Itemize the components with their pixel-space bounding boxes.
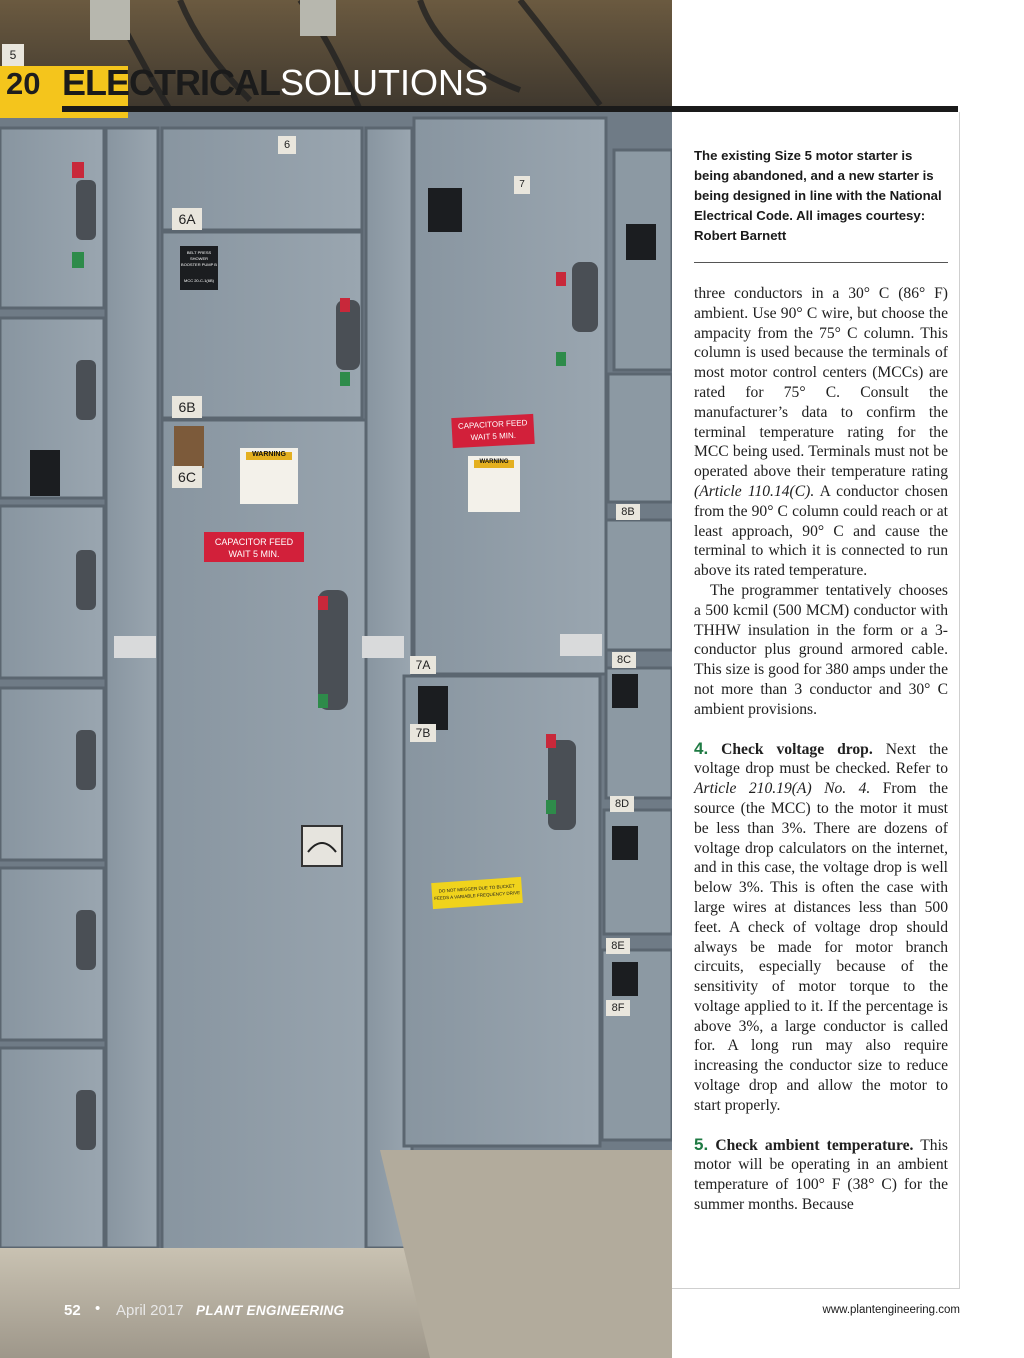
nameplate-belt-press: BELT PRESS SHOWER BOOSTER PUMP B bbox=[181, 250, 217, 267]
door-label-8e: 8E bbox=[606, 938, 630, 954]
door-label-5: 5 bbox=[2, 44, 24, 66]
section-5-heading: Check ambient temperature. bbox=[715, 1136, 914, 1154]
section-5 bbox=[694, 1135, 948, 1215]
door-label-6c: 6C bbox=[172, 466, 202, 488]
section-4-text-b: From the source (the MCC) to the motor it must be less than 3%. There are dozens of voltage drop calculators on the internet, and in this case, the voltage drop is well below 3%. This is often the case with large wires at distances less than 500 feet. A check of voltage drop should always be made for motor branch circuits, especially because of the sensitivity of motor torque to the voltage applied to it. If the percentage is above 3%, a large conductor is called for. A long run may also require increasing the conductor size to reduce voltage drop and allow the motor to start properly. bbox=[694, 780, 949, 1114]
door-label-6a: 6A bbox=[172, 208, 202, 230]
section-4-text-a: Next the voltage drop must be checked. Refer to bbox=[694, 740, 948, 778]
footer-magazine-name: PLANT ENGINEERING bbox=[196, 1303, 345, 1318]
paragraph-1 bbox=[694, 284, 948, 581]
capacitor-wait-text-right: WAIT 5 MIN. bbox=[470, 430, 517, 443]
footer-url: www.plantengineering.com bbox=[822, 1304, 960, 1316]
door-label-8c: 8C bbox=[612, 652, 636, 668]
header-page-number: 20 bbox=[6, 66, 41, 101]
caption-divider bbox=[694, 262, 948, 263]
capacitor-feed-text-right: CAPACITOR FEED bbox=[457, 418, 528, 431]
door-label-7a: 7A bbox=[410, 656, 436, 674]
door-label-6b: 6B bbox=[172, 396, 202, 418]
article-body bbox=[694, 284, 948, 1215]
footer-separator: • bbox=[95, 1300, 101, 1317]
door-label-8b: 8B bbox=[616, 504, 640, 520]
p1-text-b: A conductor chosen from the 90° C column could reach or at least approach, 90° C and cause the terminal to which it is connected to run above its rated temperature. bbox=[694, 482, 949, 580]
capacitor-feed-text: CAPACITOR FEED bbox=[214, 537, 294, 547]
door-label-8f: 8F bbox=[606, 1000, 630, 1016]
capacitor-feed-sign bbox=[204, 532, 304, 562]
warning-label: WARNING bbox=[252, 451, 286, 458]
section-4 bbox=[694, 739, 948, 1116]
capacitor-feed-sign-right bbox=[451, 414, 534, 448]
door-label-7: 7 bbox=[514, 176, 530, 194]
section-4-article-ref: Article 210.19(A) No. 4. bbox=[694, 780, 871, 798]
section-4-heading: Check voltage drop. bbox=[721, 740, 873, 758]
section-title-light: SOLUTIONS bbox=[280, 62, 489, 103]
megger-warning-sticker: DO NOT MEGGER DUE TO BUCKET FEEDS A VARIABLE FREQUENCY DRIVE bbox=[431, 877, 523, 909]
door-label-7b: 7B bbox=[410, 724, 436, 742]
warning-label-right: WARNING bbox=[479, 459, 509, 465]
capacitor-wait-text: WAIT 5 MIN. bbox=[228, 549, 280, 559]
nameplate-mcc: MCC 20-C-1(6B) bbox=[183, 278, 214, 283]
paragraph-2: The programmer tentatively chooses a 500 kcmil (500 MCM) conductor with THHW insulation in the form or a 3-conductor plus ground armored cable. This size is good for 380 amps under the not more than 3 conductor and 30° C ambient provisions. bbox=[694, 581, 948, 718]
door-label-8d: 8D bbox=[610, 796, 634, 812]
footer-date: April 2017 bbox=[116, 1302, 184, 1319]
photo-caption: The existing Size 5 motor starter is being abandoned, and a new starter is being designed in line with the National Electrical Code. All images courtesy: Robert Barnett bbox=[694, 148, 942, 243]
section-title bbox=[62, 62, 488, 104]
section-5-text: This motor will be operating in an ambient temperature of 100° F (38° C) for the summer months. Because bbox=[694, 1136, 948, 1214]
section-title-bold: ELECTRICAL bbox=[62, 62, 280, 103]
p1-text-a: three conductors in a 30° C (86° F) ambient. Use 90° C wire, but choose the ampacity from the 75° C column. This column is used because the terminals of most motor control centers (MCCs) are rated for 75° C. Consult the manufacturer’s data to confirm the terminal temperature rating for the MCC being used. Terminals must not be operated above their temperature rating bbox=[694, 285, 948, 481]
door-label-6: 6 bbox=[278, 136, 296, 154]
p1-article-ref: (Article 110.14(C). bbox=[694, 482, 815, 500]
section-4-number: 4. bbox=[694, 738, 709, 758]
section-5-number: 5. bbox=[694, 1134, 709, 1154]
footer-page-number: 52 bbox=[64, 1302, 81, 1319]
